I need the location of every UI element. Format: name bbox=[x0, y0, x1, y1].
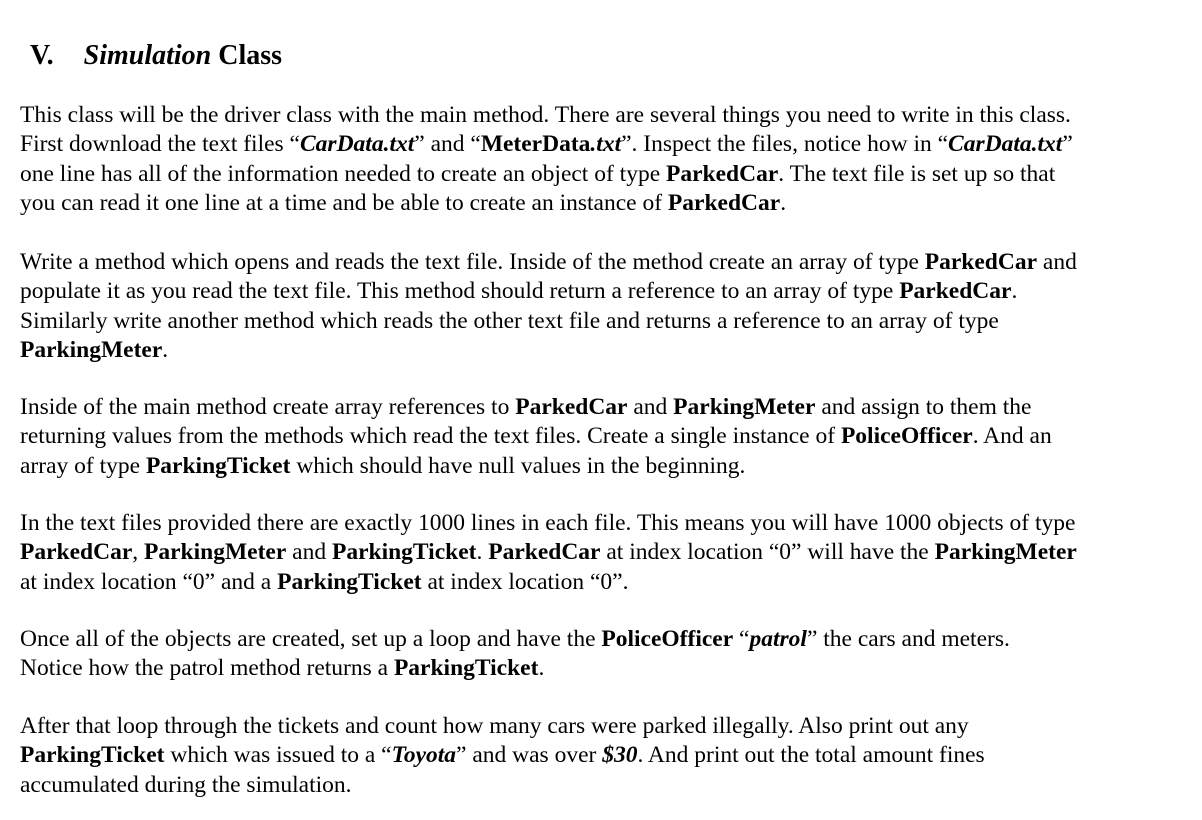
text-run: at index location “0”. bbox=[421, 568, 629, 595]
paragraph-line bbox=[20, 452, 1190, 481]
text-run: . The text file is set up so that bbox=[778, 160, 1056, 187]
text-run: which was issued to a “ bbox=[164, 742, 392, 769]
text-run: ” bbox=[1062, 131, 1073, 158]
class-name: PoliceOfficer bbox=[601, 626, 734, 652]
text-run: which should have null values in the beginning. bbox=[290, 452, 746, 479]
text-run: at index location “0” will have the bbox=[600, 539, 935, 566]
class-name: ParkingTicket bbox=[393, 655, 539, 682]
method-name: patrol bbox=[749, 626, 807, 652]
filename-cardata: CarData.txt bbox=[948, 131, 1063, 158]
paragraph-line: This class will be the driver class with the main method. There are several things you need to write in this class. bbox=[20, 102, 1071, 128]
text-run: Inside of the main method create array references to bbox=[20, 394, 516, 420]
text-run: . bbox=[780, 189, 787, 216]
class-name: ParkingMeter bbox=[144, 539, 287, 566]
text-run: and assign to them the bbox=[815, 394, 1032, 420]
class-name: ParkedCar bbox=[515, 394, 628, 420]
paragraph-line bbox=[20, 160, 1190, 189]
text-run: array of type bbox=[20, 452, 146, 479]
class-name: ParkingMeter bbox=[20, 336, 163, 363]
text-run: “ bbox=[733, 626, 750, 652]
class-name: ParkedCar bbox=[899, 278, 1012, 305]
class-name: ParkingTicket bbox=[331, 539, 477, 566]
section-heading bbox=[30, 39, 282, 73]
paragraph-line bbox=[20, 189, 1190, 218]
text-run: ” and “ bbox=[414, 131, 481, 158]
paragraph-line: Similarly write another method which reads the other text file and returns a reference to an array of type bbox=[20, 307, 999, 334]
text-run: ” and was over bbox=[456, 742, 603, 769]
paragraph-patrol bbox=[20, 625, 1190, 684]
text-run: ” the cars and meters. bbox=[806, 626, 1010, 652]
class-name: ParkingMeter bbox=[673, 394, 816, 420]
text-run: returning values from the methods which read the text files. Create a single instance of bbox=[20, 423, 841, 450]
paragraph-line bbox=[20, 741, 1190, 770]
text-run: . bbox=[538, 655, 545, 682]
paragraph-line: After that loop through the tickets and count how many cars were parked illegally. Also print out any bbox=[20, 713, 969, 739]
text-run: and bbox=[286, 539, 332, 566]
paragraph-line bbox=[20, 277, 1190, 306]
text-run: at index location “0” and a bbox=[20, 568, 278, 595]
text-run: . bbox=[1011, 278, 1018, 305]
paragraph-line: accumulated during the simulation. bbox=[20, 771, 352, 798]
paragraph-line: In the text files provided there are exactly 1000 lines in each file. This means you will have 1000 objects of type bbox=[20, 510, 1076, 536]
paragraph-line bbox=[20, 248, 1190, 277]
section-title-bold: Class bbox=[218, 40, 283, 71]
class-name: PoliceOfficer bbox=[840, 423, 973, 450]
filename-extension: .txt bbox=[590, 131, 622, 158]
paragraph-line bbox=[20, 393, 1190, 422]
section-number: V. bbox=[30, 40, 54, 71]
paragraph-results bbox=[20, 712, 1190, 800]
paragraph-line bbox=[20, 568, 1190, 597]
text-run: . bbox=[162, 336, 169, 363]
class-name: ParkedCar bbox=[666, 160, 779, 187]
class-name: ParkingTicket bbox=[20, 742, 165, 769]
paragraph-line bbox=[20, 422, 1190, 451]
text-run: populate it as you read the text file. This method should return a reference to an array of type bbox=[20, 278, 900, 305]
text-run: Notice how the patrol method returns a bbox=[20, 655, 394, 682]
text-run: Write a method which opens and reads the text file. Inside of the method create an array of type bbox=[20, 249, 925, 275]
fine-amount: $30 bbox=[602, 742, 638, 769]
text-run: . And an bbox=[972, 423, 1052, 450]
class-name: ParkingTicket bbox=[145, 452, 291, 479]
paragraph-line bbox=[20, 538, 1190, 567]
text-run: . And print out the total amount fines bbox=[637, 742, 985, 769]
section-title-italic: Simulation bbox=[83, 40, 212, 71]
paragraph-objects bbox=[20, 509, 1190, 597]
text-run: , bbox=[132, 539, 145, 566]
paragraph-line bbox=[20, 130, 1190, 159]
text-run: and bbox=[627, 394, 674, 420]
text-run: one line has all of the information needed to create an object of type bbox=[20, 160, 666, 187]
text-run: Once all of the objects are created, set up a loop and have the bbox=[20, 626, 602, 652]
text-run: ”. Inspect the files, notice how in “ bbox=[621, 131, 949, 158]
class-name: ParkedCar bbox=[667, 189, 781, 216]
car-make: Toyota bbox=[391, 742, 457, 769]
class-name: ParkedCar bbox=[488, 539, 601, 566]
text-run: and bbox=[1037, 249, 1077, 275]
paragraph-main-method bbox=[20, 393, 1190, 481]
class-name: ParkingTicket bbox=[277, 568, 422, 595]
filename-cardata: CarData.txt bbox=[300, 131, 415, 158]
paragraph-line bbox=[20, 336, 1190, 365]
class-name: ParkedCar bbox=[20, 539, 133, 566]
text-run: First download the text files “ bbox=[20, 131, 300, 158]
paragraph-intro bbox=[20, 101, 1190, 218]
paragraph-line bbox=[20, 625, 1190, 654]
class-name: ParkedCar bbox=[924, 249, 1038, 275]
text-run: . bbox=[476, 539, 489, 566]
filename-meterdata: MeterData bbox=[480, 131, 591, 158]
text-run: you can read it one line at a time and be able to create an instance of bbox=[20, 189, 668, 216]
class-name: ParkingMeter bbox=[934, 539, 1077, 566]
paragraph-line bbox=[20, 654, 1190, 683]
paragraph-read-methods bbox=[20, 248, 1190, 365]
